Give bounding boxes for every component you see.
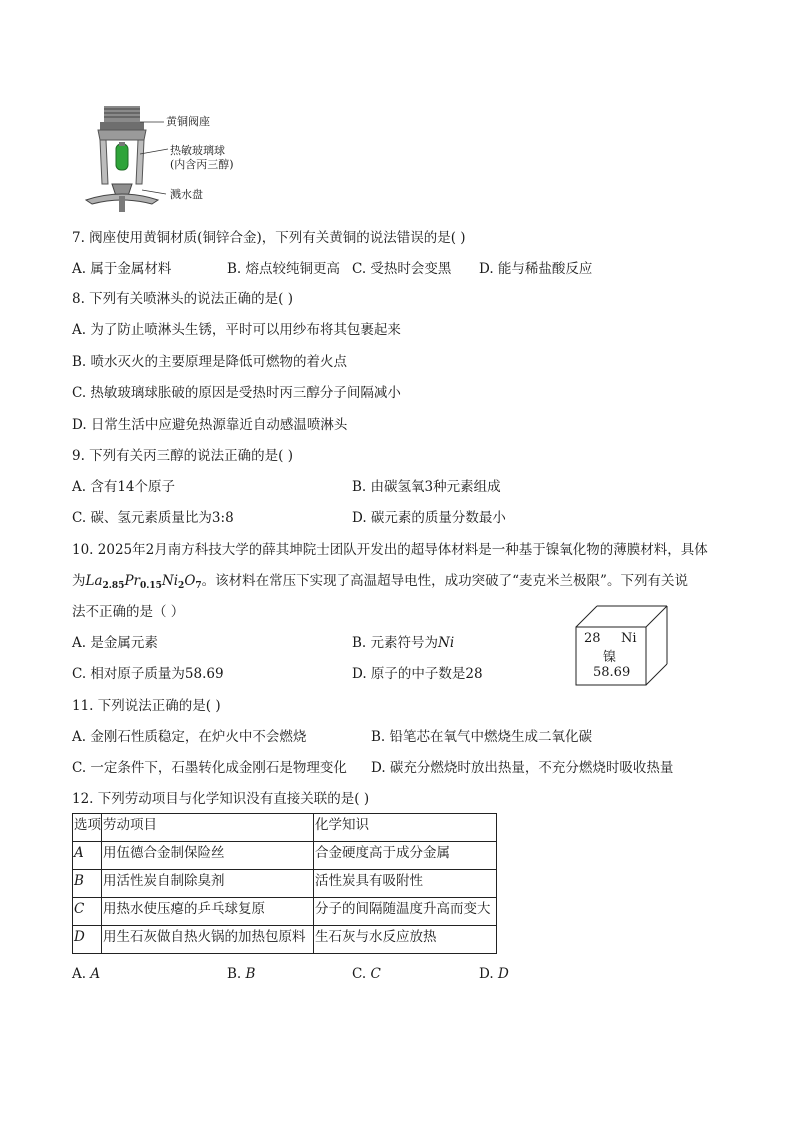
- q8-option-b: B. 喷水灭火的主要原理是降低可燃物的着火点: [72, 354, 348, 370]
- element-symbol: Ni: [621, 631, 637, 646]
- table-cell: D: [73, 926, 102, 954]
- table-cell: 用生石灰做自热火锅的加热包原料: [102, 926, 314, 954]
- q12-table: [72, 813, 497, 954]
- q9-stem: 9. 下列有关丙三醇的说法正确的是( ): [72, 448, 293, 464]
- q11-option-a: A. 金刚石性质稳定，在炉火中不会燃烧: [72, 729, 307, 745]
- q11-option-b: B. 铅笔芯在氧气中燃烧生成二氧化碳: [371, 729, 593, 745]
- q10-stem-suffix: 。该材料在常压下实现了高温超导电性，成功突破了“麦克米兰极限”。下列有关说: [201, 573, 688, 589]
- q7-option-c: C. 受热时会变黑: [352, 261, 452, 277]
- q12-option-a-letter: A: [90, 966, 101, 982]
- q10-stem-line1: 10. 2025年2月南方科技大学的薛其坤院士团队开发出的超导体材料是一种基于镍氧化物的薄膜材料，具体: [72, 542, 708, 558]
- q12-option-b: [227, 965, 255, 983]
- table-cell: 分子的间隔随温度升高而变大: [314, 898, 497, 926]
- table-cell: A: [73, 842, 102, 870]
- q8-option-c: C. 热敏玻璃球胀破的原因是受热时丙三醇分子间隔减小: [72, 385, 401, 401]
- table-row: [73, 898, 497, 926]
- q11-option-c: C. 一定条件下，石墨转化成金刚石是物理变化: [72, 760, 347, 776]
- table-cell: 用活性炭自制除臭剂: [102, 870, 314, 898]
- q8-option-d: D. 日常生活中应避免热源靠近自动感温喷淋头: [72, 417, 348, 433]
- table-row: [73, 926, 497, 954]
- table-cell: 用热水使压瘪的乒乓球复原: [102, 898, 314, 926]
- q12-option-c-prefix: C.: [352, 966, 371, 982]
- table-row: [73, 870, 497, 898]
- table-cell: 活性炭具有吸附性: [314, 870, 497, 898]
- q12-stem: 12. 下列劳动项目与化学知识没有直接关联的是( ): [72, 791, 370, 807]
- table-cell: 生石灰与水反应放热: [314, 926, 497, 954]
- formula-pr: Pr: [124, 573, 140, 589]
- q9-option-c: C. 碳、氢元素质量比为3:8: [72, 510, 234, 526]
- q7-stem: 7. 阀座使用黄铜材质(铜锌合金)，下列有关黄铜的说法错误的是( ): [72, 230, 466, 246]
- q10-option-b: [352, 634, 454, 652]
- q8-stem: 8. 下列有关喷淋头的说法正确的是( ): [72, 291, 293, 307]
- q12-option-b-letter: B: [245, 966, 256, 982]
- element-name: 镍: [603, 650, 617, 665]
- formula-la-subscript: 2.85: [102, 581, 125, 591]
- table-header-row: [73, 814, 497, 842]
- header-option: 选项: [73, 814, 102, 842]
- formula-o: O: [184, 573, 196, 589]
- q9-option-d: D. 碳元素的质量分数最小: [352, 510, 506, 526]
- element-mass: 58.69: [593, 665, 631, 680]
- q7-option-a: A. 属于金属材料: [72, 261, 172, 277]
- table-cell: B: [73, 870, 102, 898]
- label-brass-seat: 黄铜阀座: [166, 115, 210, 128]
- table-cell: 用伍德合金制保险丝: [102, 842, 314, 870]
- formula-la: La: [85, 573, 103, 589]
- label-splash-plate: 溅水盘: [170, 188, 203, 201]
- header-chem-knowledge: 化学知识: [314, 814, 497, 842]
- q10-option-c: C. 相对原子质量为58.69: [72, 666, 224, 682]
- element-number: 28: [584, 631, 601, 646]
- q9-option-a: A. 含有14个原子: [72, 479, 176, 495]
- q8-option-a: A. 为了防止喷淋头生锈，平时可以用纱布将其包裹起来: [72, 322, 401, 338]
- table-row: [73, 842, 497, 870]
- q9-option-b: B. 由碳氢氧3种元素组成: [352, 479, 501, 495]
- q12-option-a: [72, 965, 100, 983]
- q10-stem-line3: 法不正确的是（ ）: [72, 604, 185, 620]
- q7-option-b: B. 熔点较纯铜更高: [227, 261, 341, 277]
- q12-option-c-letter: C: [370, 966, 381, 982]
- table-cell: 合金硬度高于成分金属: [314, 842, 497, 870]
- formula-ni-subscript: 2: [178, 581, 185, 591]
- q11-stem: 11. 下列说法正确的是( ): [72, 698, 221, 714]
- q10-option-b-symbol: Ni: [438, 635, 455, 651]
- q12-option-c: [352, 965, 381, 983]
- q12-option-d-prefix: D.: [479, 966, 498, 982]
- q10-stem-line2: [72, 572, 688, 595]
- q12-option-b-prefix: B.: [227, 966, 246, 982]
- header-labor-project: 劳动项目: [102, 814, 314, 842]
- q11-option-d: D. 碳充分燃烧时放出热量，不充分燃烧时吸收热量: [371, 760, 674, 776]
- formula-pr-subscript: 0.15: [139, 581, 162, 591]
- q10-option-a: A. 是金属元素: [72, 635, 158, 651]
- q12-option-d-letter: D: [497, 966, 509, 982]
- q7-option-d: D. 能与稀盐酸反应: [479, 261, 593, 277]
- label-glass-bulb: 热敏玻璃球: [170, 144, 225, 157]
- q10-option-d: D. 原子的中子数是28: [352, 666, 483, 682]
- q10-stem-prefix: 为: [72, 573, 86, 589]
- formula-o-subscript: 7: [195, 581, 202, 591]
- table-cell: C: [73, 898, 102, 926]
- q10-option-b-prefix: B. 元素符号为: [352, 635, 439, 651]
- formula-ni: Ni: [161, 573, 179, 589]
- q12-option-d: [479, 965, 509, 983]
- q12-option-a-prefix: A.: [72, 966, 91, 982]
- label-glass-bulb-note: (内含丙三醇): [170, 158, 234, 171]
